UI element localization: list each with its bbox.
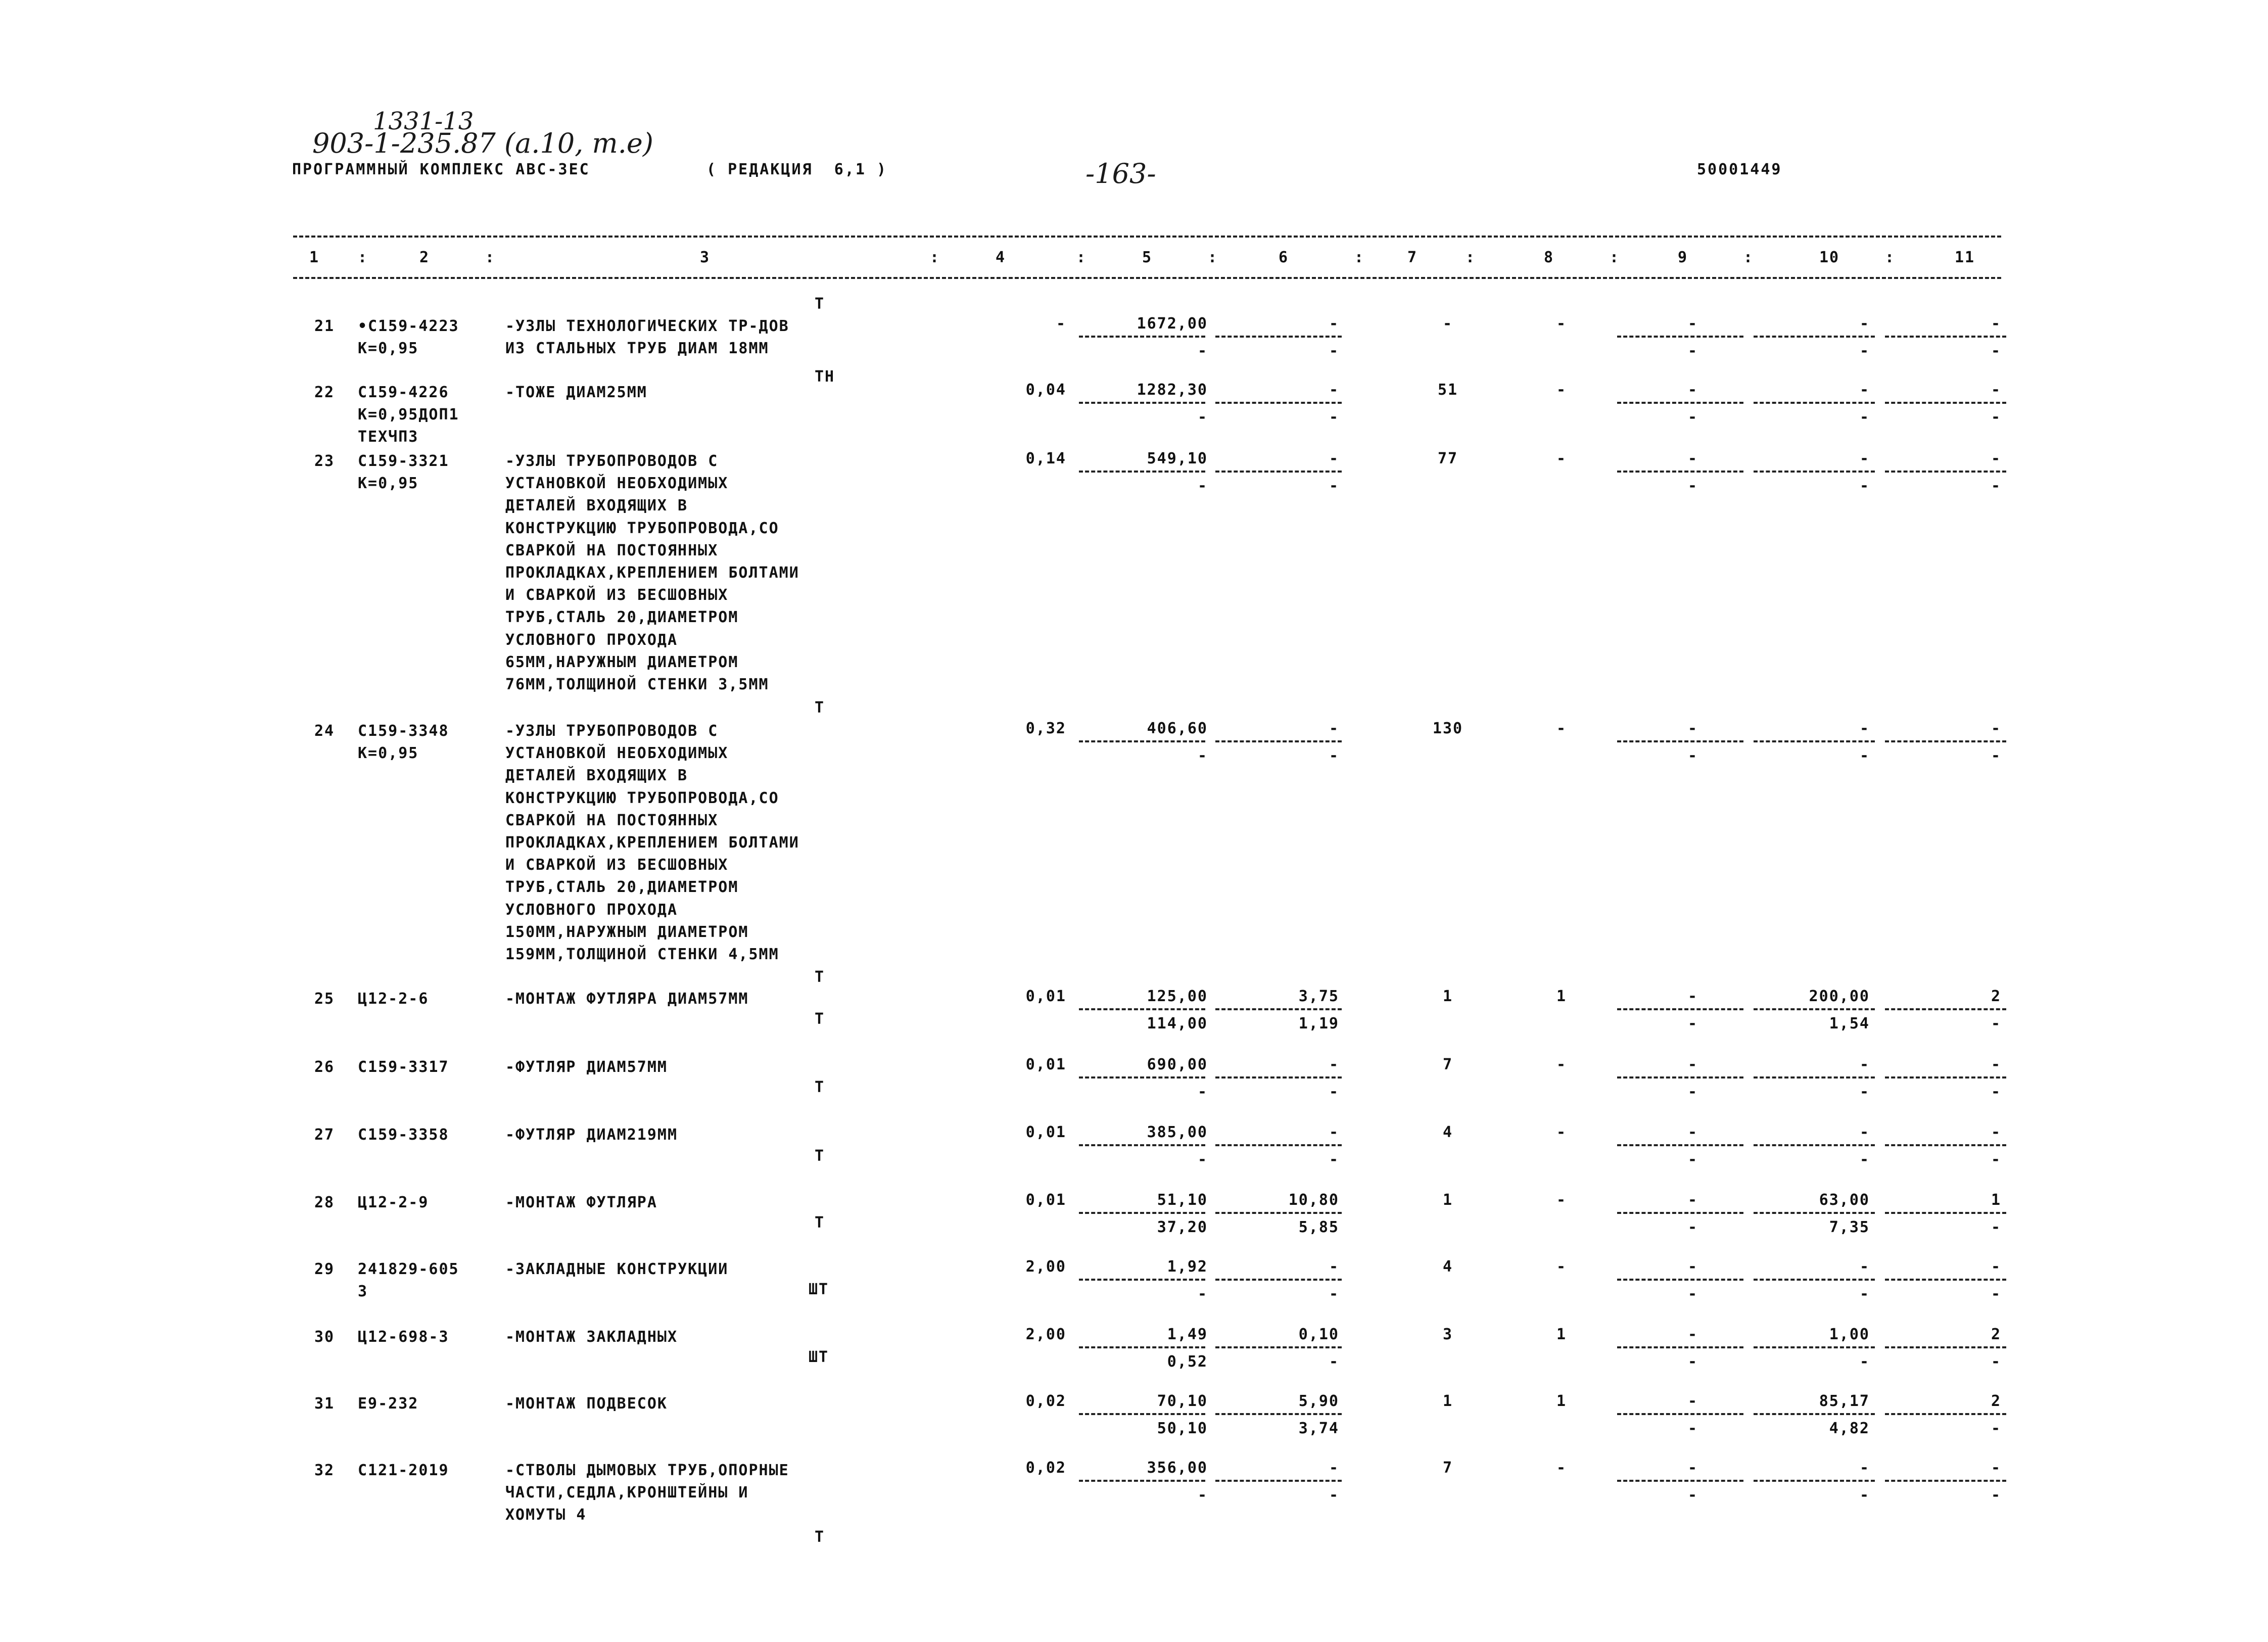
col10-underline xyxy=(1754,1279,1875,1281)
col4-value: 0,14 xyxy=(1025,450,1066,467)
row-unit: Т xyxy=(815,699,825,717)
row-unit: ТН xyxy=(815,368,835,386)
row-unit: ШТ xyxy=(809,1281,829,1298)
col6-secondary: - xyxy=(1329,1486,1339,1504)
col9-secondary: - xyxy=(1687,1285,1698,1303)
col11-value: 2 xyxy=(1991,1326,2001,1343)
col10-value: - xyxy=(1859,1123,1870,1141)
column-separator: : xyxy=(1610,249,1620,266)
col5-underline xyxy=(1079,1212,1205,1214)
col5-secondary: 0,52 xyxy=(1167,1353,1208,1371)
col5-secondary: - xyxy=(1197,1151,1208,1168)
col11-secondary: - xyxy=(1991,1015,2001,1033)
col8-value: - xyxy=(1556,381,1567,399)
row-number: 21 xyxy=(314,317,335,335)
col5-secondary: 37,20 xyxy=(1157,1218,1208,1236)
column-separator: : xyxy=(485,249,496,266)
row-number: 32 xyxy=(314,1462,335,1479)
col6-secondary: - xyxy=(1329,408,1339,426)
row-code: С159-3348 К=0,95 xyxy=(358,722,449,762)
row-unit: Т xyxy=(815,1010,825,1028)
col4-value: 0,32 xyxy=(1025,720,1066,737)
col9-value: - xyxy=(1687,1056,1698,1073)
col6-secondary: - xyxy=(1329,477,1339,495)
col6-underline xyxy=(1215,1413,1342,1415)
col11-underline xyxy=(1885,336,2006,338)
col6-value: 5,90 xyxy=(1298,1392,1339,1410)
col10-secondary: 7,35 xyxy=(1829,1218,1870,1236)
col11-underline xyxy=(1885,1144,2006,1146)
column-separator: : xyxy=(1885,249,1896,266)
col6-underline xyxy=(1215,740,1342,742)
col10-secondary: - xyxy=(1859,342,1870,360)
col5-underline xyxy=(1079,402,1205,404)
col10-secondary: 4,82 xyxy=(1829,1420,1870,1437)
col6-secondary: - xyxy=(1329,342,1339,360)
col11-secondary: - xyxy=(1991,1151,2001,1168)
col4-value: 2,00 xyxy=(1025,1258,1066,1276)
row-number: 24 xyxy=(314,722,335,740)
col6-underline xyxy=(1215,1346,1342,1348)
col5-value: 406,60 xyxy=(1147,720,1208,737)
row-description: -МОНТАЖ ФУТЛЯРА xyxy=(505,1194,657,1211)
col5-secondary: 114,00 xyxy=(1147,1015,1208,1033)
row-number: 26 xyxy=(314,1058,335,1076)
col7-value: 4 xyxy=(1442,1123,1453,1141)
col7-value: 3 xyxy=(1442,1326,1453,1343)
program-title: ПРОГРАММНЫЙ КОМПЛЕКС АВС-ЗЕС xyxy=(292,161,590,178)
col9-underline xyxy=(1617,1346,1743,1348)
col11-value: - xyxy=(1991,1258,2001,1276)
col5-underline xyxy=(1079,1008,1205,1010)
col10-underline xyxy=(1754,1076,1875,1078)
row-number: 22 xyxy=(314,384,335,401)
row-description: -МОНТАЖ ПОДВЕСОК xyxy=(505,1395,668,1413)
col5-underline xyxy=(1079,1413,1205,1415)
row-description: -УЗЛЫ ТРУБОПРОВОДОВ С УСТАНОВКОЙ НЕОБХОДИМЫХ ДЕТАЛЕЙ ВХОДЯЩИХ В КОНСТРУКЦИЮ ТРУБОПРОВОДА,СО СВАРКОЙ НА ПОСТОЯННЫХ ПРОКЛАДКАХ,КРЕПЛЕНИЕМ БОЛТАМИ И СВАРКОЙ ИЗ БЕСШОВНЫХ ТРУБ,СТАЛЬ 20,ДИАМЕТРОМ УСЛОВНОГО ПРОХОДА 150ММ,НАРУЖНЫМ ДИАМЕТРОМ 159ММ,ТОЛЩИНОЙ СТЕНКИ 4,5ММ xyxy=(505,722,799,964)
col11-value: - xyxy=(1991,720,2001,737)
col5-secondary: - xyxy=(1197,342,1208,360)
col11-secondary: - xyxy=(1991,1218,2001,1236)
row-description: -ЗАКЛАДНЫЕ КОНСТРУКЦИИ xyxy=(505,1260,729,1278)
row-description: -ФУТЛЯР ДИАМ219ММ xyxy=(505,1126,678,1144)
row-number: 28 xyxy=(314,1194,335,1211)
col6-underline xyxy=(1215,1279,1342,1281)
col9-underline xyxy=(1617,336,1743,338)
col10-value: 63,00 xyxy=(1819,1191,1870,1209)
col7-value: 7 xyxy=(1442,1459,1453,1477)
col9-secondary: - xyxy=(1687,1420,1698,1437)
row-number: 29 xyxy=(314,1260,335,1278)
col9-value: - xyxy=(1687,988,1698,1005)
row-code: С121-2019 xyxy=(358,1462,449,1479)
col10-underline xyxy=(1754,740,1875,742)
col5-value: 385,00 xyxy=(1147,1123,1208,1141)
col4-value: 0,02 xyxy=(1025,1459,1066,1477)
col6-underline xyxy=(1215,1144,1342,1146)
row-code: Ц12-2-6 xyxy=(358,990,429,1008)
col9-secondary: - xyxy=(1687,1151,1698,1168)
col9-value: - xyxy=(1687,1191,1698,1209)
col10-underline xyxy=(1754,1212,1875,1214)
row-unit: Т xyxy=(815,1147,825,1165)
col6-underline xyxy=(1215,1076,1342,1078)
col11-underline xyxy=(1885,471,2006,473)
col5-secondary: - xyxy=(1197,477,1208,495)
col4-value: 2,00 xyxy=(1025,1326,1066,1343)
col6-value: 10,80 xyxy=(1288,1191,1339,1209)
row-number: 23 xyxy=(314,452,335,470)
col5-underline xyxy=(1079,336,1205,338)
col10-secondary: - xyxy=(1859,1083,1870,1101)
col11-value: 2 xyxy=(1991,988,2001,1005)
col9-secondary: - xyxy=(1687,408,1698,426)
col6-secondary: 3,74 xyxy=(1298,1420,1339,1437)
col10-value: - xyxy=(1859,1459,1870,1477)
col10-value: - xyxy=(1859,1056,1870,1073)
col6-value: - xyxy=(1329,315,1339,333)
row-number: 31 xyxy=(314,1395,335,1413)
col9-secondary: - xyxy=(1687,1015,1698,1033)
col9-secondary: - xyxy=(1687,1218,1698,1236)
col11-secondary: - xyxy=(1991,342,2001,360)
row-description: -ФУТЛЯР ДИАМ57ММ xyxy=(505,1058,668,1076)
col9-value: - xyxy=(1687,720,1698,737)
col10-value: - xyxy=(1859,1258,1870,1276)
column-header-4: 4 xyxy=(996,249,1006,266)
col9-underline xyxy=(1617,1279,1743,1281)
row-code: С159-3321 К=0,95 xyxy=(358,452,449,492)
row-code: 241829-605 3 xyxy=(358,1260,459,1300)
col6-secondary: - xyxy=(1329,1285,1339,1303)
col6-underline xyxy=(1215,471,1342,473)
row-description: -УЗЛЫ ТЕХНОЛОГИЧЕСКИХ ТР-ДОВ ИЗ СТАЛЬНЫХ ТРУБ ДИАМ 18ММ xyxy=(505,317,789,358)
column-header-6: 6 xyxy=(1279,249,1289,266)
col4-value: 0,04 xyxy=(1025,381,1066,399)
column-separator: : xyxy=(1076,249,1087,266)
col6-underline xyxy=(1215,336,1342,338)
col10-value: - xyxy=(1859,381,1870,399)
col11-secondary: - xyxy=(1991,1420,2001,1437)
col11-secondary: - xyxy=(1991,1353,2001,1371)
column-separator: : xyxy=(1354,249,1365,266)
col6-secondary: - xyxy=(1329,1151,1339,1168)
col5-value: 51,10 xyxy=(1157,1191,1208,1209)
column-separator: : xyxy=(1208,249,1218,266)
col11-underline xyxy=(1885,1413,2006,1415)
col5-value: 549,10 xyxy=(1147,450,1208,467)
column-header-8: 8 xyxy=(1544,249,1554,266)
col6-underline xyxy=(1215,1212,1342,1214)
col5-value: 1282,30 xyxy=(1137,381,1208,399)
col5-value: 1672,00 xyxy=(1137,315,1208,333)
col10-underline xyxy=(1754,1413,1875,1415)
col10-underline xyxy=(1754,1346,1875,1348)
row-number: 30 xyxy=(314,1328,335,1346)
col9-underline xyxy=(1617,1144,1743,1146)
col5-underline xyxy=(1079,1279,1205,1281)
col9-value: - xyxy=(1687,1258,1698,1276)
col6-secondary: - xyxy=(1329,747,1339,765)
col10-underline xyxy=(1754,336,1875,338)
col10-underline xyxy=(1754,1144,1875,1146)
col6-underline xyxy=(1215,402,1342,404)
col4-value: 0,02 xyxy=(1025,1392,1066,1410)
col9-underline xyxy=(1617,471,1743,473)
header-rule-top xyxy=(293,236,2001,238)
col9-secondary: - xyxy=(1687,747,1698,765)
column-separator: : xyxy=(1466,249,1476,266)
col9-value: - xyxy=(1687,450,1698,467)
col11-secondary: - xyxy=(1991,747,2001,765)
column-header-7: 7 xyxy=(1407,249,1418,266)
col10-secondary: - xyxy=(1859,747,1870,765)
col10-secondary: - xyxy=(1859,408,1870,426)
col10-secondary: 1,54 xyxy=(1829,1015,1870,1033)
col11-value: - xyxy=(1991,315,2001,333)
col10-secondary: - xyxy=(1859,1151,1870,1168)
col9-secondary: - xyxy=(1687,342,1698,360)
col7-value: 1 xyxy=(1442,1392,1453,1410)
row-description: -МОНТАЖ ФУТЛЯРА ДИАМ57ММ xyxy=(505,990,749,1008)
col11-underline xyxy=(1885,1279,2006,1281)
col6-value: 0,10 xyxy=(1298,1326,1339,1343)
col10-value: - xyxy=(1859,450,1870,467)
page-number: -163- xyxy=(1085,158,1156,190)
col8-value: - xyxy=(1556,1459,1567,1477)
row-code: С159-3317 xyxy=(358,1058,449,1076)
col5-value: 356,00 xyxy=(1147,1459,1208,1477)
col7-value: 1 xyxy=(1442,988,1453,1005)
col8-value: - xyxy=(1556,720,1567,737)
col9-underline xyxy=(1617,740,1743,742)
col11-underline xyxy=(1885,1076,2006,1078)
row-unit-marker: Т xyxy=(815,295,825,313)
col9-value: - xyxy=(1687,1392,1698,1410)
col8-value: - xyxy=(1556,1056,1567,1073)
header-rule-bottom xyxy=(293,277,2001,279)
col10-underline xyxy=(1754,471,1875,473)
col5-secondary: - xyxy=(1197,1486,1208,1504)
col9-underline xyxy=(1617,1008,1743,1010)
col7-value: 51 xyxy=(1437,381,1458,399)
column-header-9: 9 xyxy=(1678,249,1688,266)
row-description: -МОНТАЖ ЗАКЛАДНЫХ xyxy=(505,1328,678,1346)
col10-secondary: - xyxy=(1859,1285,1870,1303)
col6-value: - xyxy=(1329,720,1339,737)
row-description: -УЗЛЫ ТРУБОПРОВОДОВ С УСТАНОВКОЙ НЕОБХОДИМЫХ ДЕТАЛЕЙ ВХОДЯЩИХ В КОНСТРУКЦИЮ ТРУБОПРОВОДА,СО СВАРКОЙ НА ПОСТОЯННЫХ ПРОКЛАДКАХ,КРЕПЛЕНИЕМ БОЛТАМИ И СВАРКОЙ ИЗ БЕСШОВНЫХ ТРУБ,СТАЛЬ 20,ДИАМЕТРОМ УСЛОВНОГО ПРОХОДА 65ММ,НАРУЖНЫМ ДИАМЕТРОМ 76ММ,ТОЛЩИНОЙ СТЕНКИ 3,5ММ xyxy=(505,452,799,694)
col11-value: - xyxy=(1991,1123,2001,1141)
column-header-2: 2 xyxy=(419,249,430,266)
handwritten-reference: 903-1-235.87 (а.10, т.е) xyxy=(312,127,653,159)
col5-underline xyxy=(1079,740,1205,742)
column-header-10: 10 xyxy=(1819,249,1840,266)
col8-value: - xyxy=(1556,1191,1567,1209)
col9-value: - xyxy=(1687,1326,1698,1343)
col11-underline xyxy=(1885,1212,2006,1214)
column-header-1: 1 xyxy=(309,249,320,266)
col11-underline xyxy=(1885,740,2006,742)
col9-value: - xyxy=(1687,1123,1698,1141)
col5-value: 70,10 xyxy=(1157,1392,1208,1410)
row-code: •С159-4223 К=0,95 xyxy=(358,317,459,357)
col11-value: 1 xyxy=(1991,1191,2001,1209)
col9-underline xyxy=(1617,1076,1743,1078)
col9-underline xyxy=(1617,402,1743,404)
column-separator: : xyxy=(930,249,940,266)
col6-value: - xyxy=(1329,1459,1339,1477)
col11-underline xyxy=(1885,1346,2006,1348)
row-unit: ШТ xyxy=(809,1348,829,1366)
col6-value: - xyxy=(1329,1258,1339,1276)
col8-value: - xyxy=(1556,315,1567,333)
col6-secondary: 5,85 xyxy=(1298,1218,1339,1236)
col6-value: - xyxy=(1329,381,1339,399)
col9-secondary: - xyxy=(1687,477,1698,495)
col10-value: - xyxy=(1859,720,1870,737)
row-unit: Т xyxy=(815,1528,825,1546)
document-code: 50001449 xyxy=(1697,161,1782,178)
row-code: Ц12-2-9 xyxy=(358,1194,429,1211)
col8-value: 1 xyxy=(1556,1326,1567,1343)
col9-value: - xyxy=(1687,315,1698,333)
row-code: С159-4226 К=0,95ДОП1 ТЕХЧП3 xyxy=(358,384,459,446)
col10-underline xyxy=(1754,402,1875,404)
col4-value: 0,01 xyxy=(1025,1191,1066,1209)
col5-secondary: - xyxy=(1197,408,1208,426)
col7-value: 7 xyxy=(1442,1056,1453,1073)
edition-label: ( РЕДАКЦИЯ 6,1 ) xyxy=(706,161,888,178)
col11-value: - xyxy=(1991,381,2001,399)
col7-value: 1 xyxy=(1442,1191,1453,1209)
col4-value: - xyxy=(1056,315,1066,333)
col4-value: 0,01 xyxy=(1025,988,1066,1005)
col10-value: 85,17 xyxy=(1819,1392,1870,1410)
col6-secondary: - xyxy=(1329,1353,1339,1371)
col4-value: 0,01 xyxy=(1025,1056,1066,1073)
col10-secondary: - xyxy=(1859,1353,1870,1371)
row-unit: Т xyxy=(815,968,825,986)
col9-underline xyxy=(1617,1413,1743,1415)
col5-secondary: - xyxy=(1197,747,1208,765)
col7-value: 77 xyxy=(1437,450,1458,467)
row-description: -СТВОЛЫ ДЫМОВЫХ ТРУБ,ОПОРНЫЕ ЧАСТИ,СЕДЛА,КРОНШТЕЙНЫ И ХОМУТЫ 4 xyxy=(505,1462,789,1524)
col5-underline xyxy=(1079,1076,1205,1078)
handwritten-reference-top: 1331-13 xyxy=(373,107,474,135)
col8-value: - xyxy=(1556,1123,1567,1141)
col11-secondary: - xyxy=(1991,1285,2001,1303)
col5-value: 690,00 xyxy=(1147,1056,1208,1073)
col10-secondary: - xyxy=(1859,477,1870,495)
col6-secondary: 1,19 xyxy=(1298,1015,1339,1033)
col5-secondary: - xyxy=(1197,1285,1208,1303)
col11-underline xyxy=(1885,402,2006,404)
col6-value: 3,75 xyxy=(1298,988,1339,1005)
col5-underline xyxy=(1079,1144,1205,1146)
col9-secondary: - xyxy=(1687,1353,1698,1371)
row-number: 25 xyxy=(314,990,335,1008)
col5-underline xyxy=(1079,471,1205,473)
col6-underline xyxy=(1215,1008,1342,1010)
col9-value: - xyxy=(1687,1459,1698,1477)
col10-value: - xyxy=(1859,315,1870,333)
col11-secondary: - xyxy=(1991,477,2001,495)
col8-value: 1 xyxy=(1556,988,1567,1005)
row-unit: Т xyxy=(815,1078,825,1096)
column-separator: : xyxy=(1743,249,1754,266)
col5-secondary: 50,10 xyxy=(1157,1420,1208,1437)
col6-value: - xyxy=(1329,450,1339,467)
col9-secondary: - xyxy=(1687,1083,1698,1101)
col4-value: 0,01 xyxy=(1025,1123,1066,1141)
row-code: Ц12-698-3 xyxy=(358,1328,449,1346)
col11-value: - xyxy=(1991,1459,2001,1477)
col11-secondary: - xyxy=(1991,408,2001,426)
col6-value: - xyxy=(1329,1123,1339,1141)
row-code: С159-3358 xyxy=(358,1126,449,1144)
col8-value: - xyxy=(1556,1258,1567,1276)
col9-underline xyxy=(1617,1212,1743,1214)
col11-value: - xyxy=(1991,1056,2001,1073)
col10-value: 200,00 xyxy=(1809,988,1870,1005)
col8-value: - xyxy=(1556,450,1567,467)
col11-underline xyxy=(1885,1008,2006,1010)
column-header-5: 5 xyxy=(1142,249,1153,266)
col10-value: 1,00 xyxy=(1829,1326,1870,1343)
col5-secondary: - xyxy=(1197,1083,1208,1101)
col5-value: 125,00 xyxy=(1147,988,1208,1005)
col10-secondary: - xyxy=(1859,1486,1870,1504)
col6-value: - xyxy=(1329,1056,1339,1073)
row-code: Е9-232 xyxy=(358,1395,419,1413)
col11-secondary: - xyxy=(1991,1486,2001,1504)
col8-value: 1 xyxy=(1556,1392,1567,1410)
col11-value: - xyxy=(1991,450,2001,467)
row-unit: Т xyxy=(815,1214,825,1232)
column-separator: : xyxy=(358,249,368,266)
col9-underline xyxy=(1617,1480,1743,1482)
col5-value: 1,92 xyxy=(1167,1258,1208,1276)
col10-underline xyxy=(1754,1480,1875,1482)
col11-underline xyxy=(1885,1480,2006,1482)
col9-value: - xyxy=(1687,381,1698,399)
col9-secondary: - xyxy=(1687,1486,1698,1504)
column-header-3: 3 xyxy=(700,249,711,266)
row-description: -ТОЖЕ ДИАМ25ММ xyxy=(505,384,647,401)
column-header-11: 11 xyxy=(1955,249,1975,266)
col11-value: 2 xyxy=(1991,1392,2001,1410)
col10-underline xyxy=(1754,1008,1875,1010)
col7-value: - xyxy=(1442,315,1453,333)
col5-underline xyxy=(1079,1480,1205,1482)
col5-value: 1,49 xyxy=(1167,1326,1208,1343)
col6-secondary: - xyxy=(1329,1083,1339,1101)
row-number: 27 xyxy=(314,1126,335,1144)
col11-secondary: - xyxy=(1991,1083,2001,1101)
col7-value: 130 xyxy=(1432,720,1463,737)
col7-value: 4 xyxy=(1442,1258,1453,1276)
col6-underline xyxy=(1215,1480,1342,1482)
col5-underline xyxy=(1079,1346,1205,1348)
